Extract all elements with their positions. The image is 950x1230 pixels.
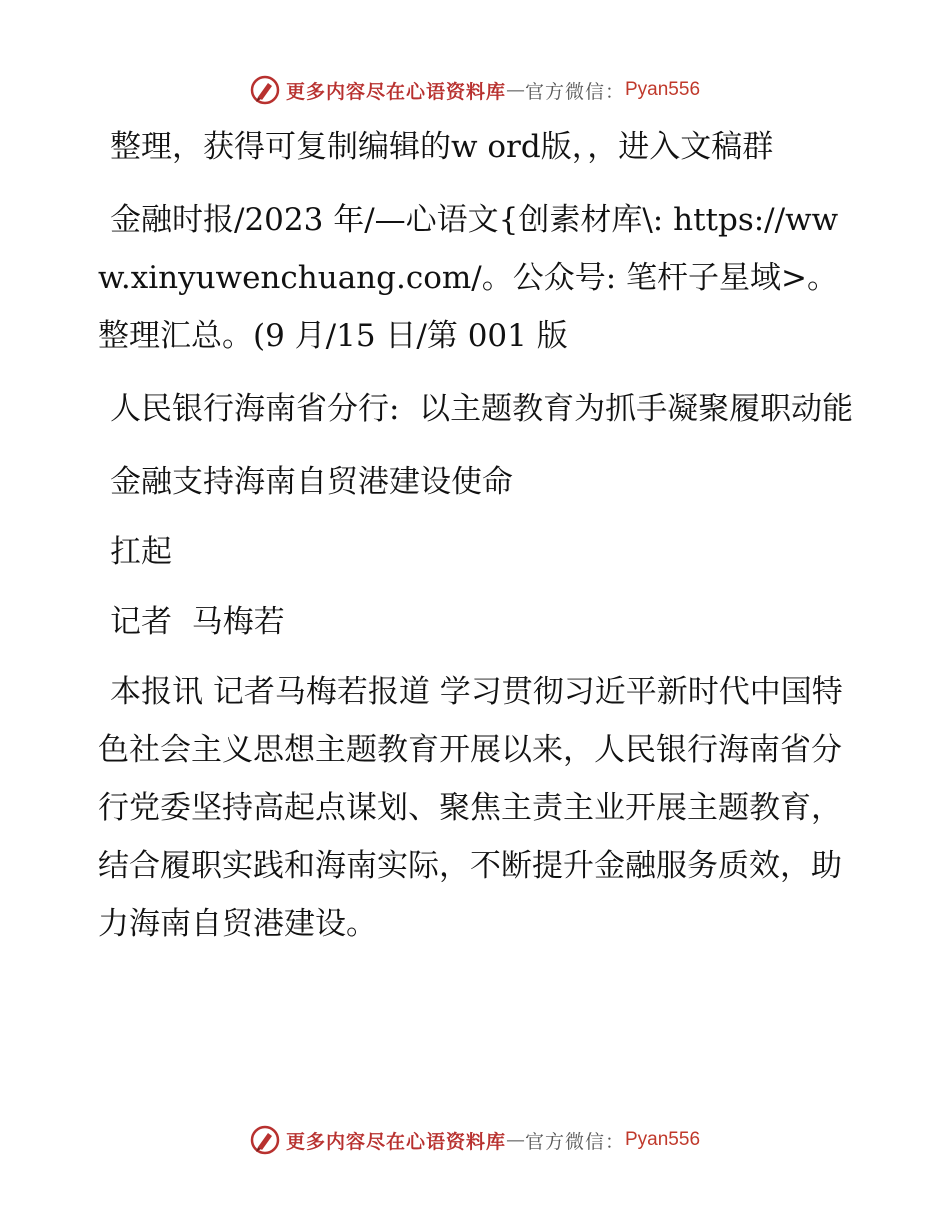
pen-logo-icon — [250, 1125, 280, 1155]
article-byline: 记者 马梅若 — [110, 604, 285, 640]
paragraph-body: 本报讯 记者马梅若报道 学习贯彻习近平新时代中国特色社会主义思想主题教育开展以来，人民银行海南省分行党委坚持高起点谋划、聚焦主责主业开展主题教育，结合履职实践和海南实际，不断提升金融服务质效，助力海南自贸港建设。 — [98, 674, 843, 942]
article-headline: 人民银行海南省分行: 以主题教育为抓手凝聚履职动能 — [110, 391, 854, 427]
header-banner — [0, 70, 950, 110]
article-subheadline-2: 扛起 — [110, 534, 172, 570]
official-wechat-label: 官方微信： — [524, 1130, 625, 1153]
promo-text: 更多内容尽在心语资料库 — [285, 1130, 506, 1153]
official-wechat-label: 官方微信： — [524, 80, 625, 103]
banner-separator: — — [505, 1129, 525, 1151]
document-body — [98, 118, 858, 968]
article-subheadline: 金融支持海南自贸港建设使命 — [110, 464, 513, 500]
wechat-id: Pyan556 — [625, 1129, 701, 1150]
promo-text: 更多内容尽在心语资料库 — [285, 80, 506, 103]
paragraph-intro: 整理，获得可复制编辑的w ord版，，进入文稿群 — [110, 129, 774, 165]
paragraph-source: 金融时报/2023 年/—心语文{创素材库\: https://www.xinyuwenchuang.com/。公众号: 笔杆子星域>。整理汇总。(9 月/15 日/第 001 版 — [98, 202, 839, 354]
pen-logo-icon — [250, 75, 280, 105]
banner-separator: — — [505, 79, 525, 101]
wechat-id: Pyan556 — [625, 79, 701, 100]
footer-banner — [0, 1120, 950, 1160]
